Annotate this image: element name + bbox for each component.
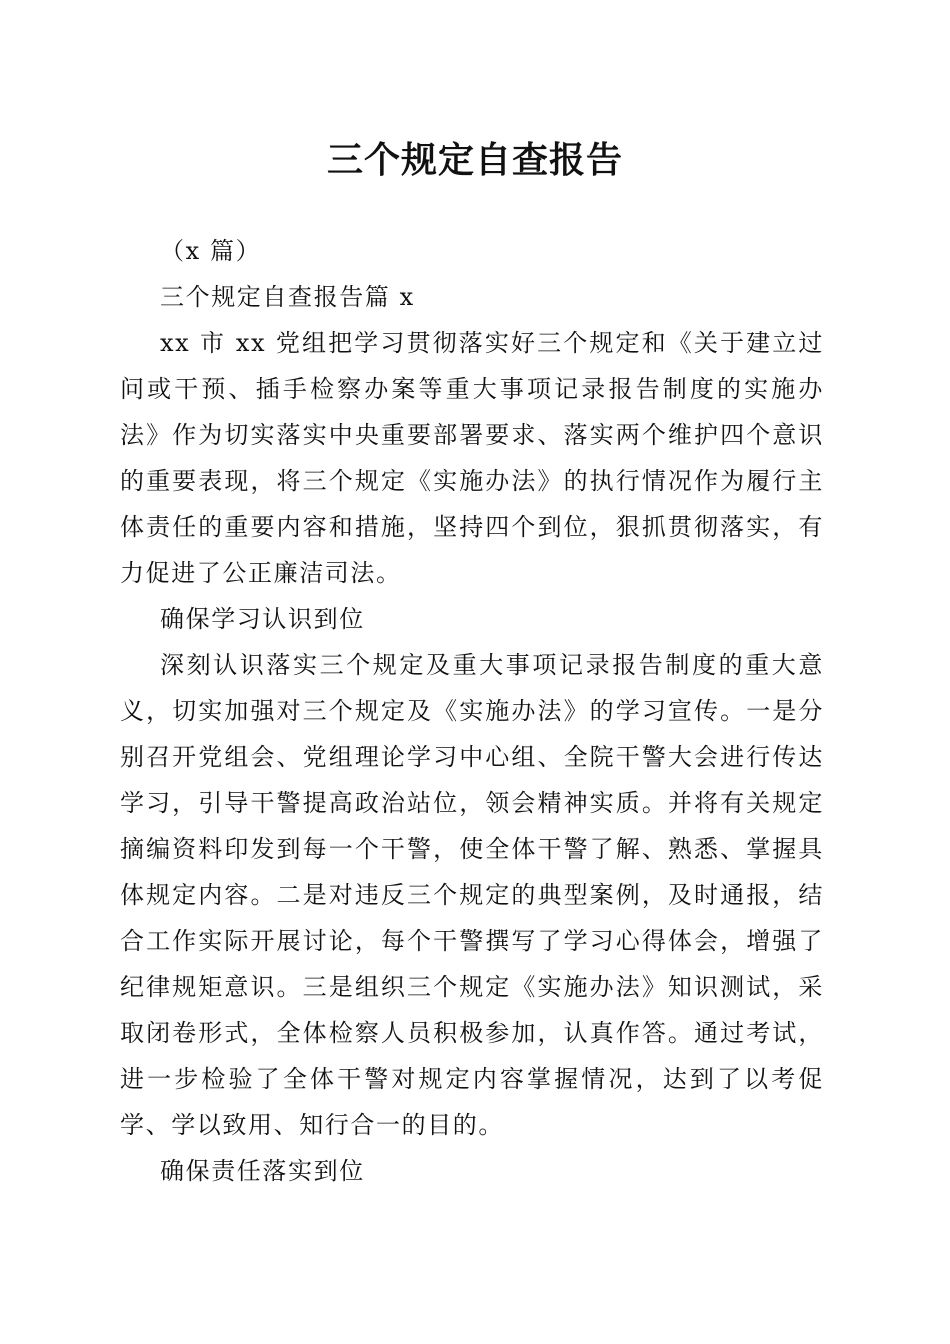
study-paragraph: 深刻认识落实三个规定及重大事项记录报告制度的重大意义，切实加强对三个规定及《实施办法》的学习宣传。一是分别召开党组会、党组理论学习中心组、全院干警大会进行传达学习，引导干警提高政治站位，领会精神实质。并将有关规定摘编资料印发到每一个干警，使全体干警了解、熟悉、掌握具体规定内容。二是对违反三个规定的典型案例，及时通报，结合工作实际开展讨论，每个干警撰写了学习心得体会，增强了纪律规矩意识。三是组织三个规定《实施办法》知识测试，采取闭卷形式，全体检察人员积极参加，认真作答。通过考试，进一步检验了全体干警对规定内容掌握情况，达到了以考促学、学以致用、知行合一的目的。 <box>120 651 824 1139</box>
volume-note: （x 篇） <box>160 237 262 265</box>
document-body <box>120 228 824 1194</box>
intro-paragraph: xx 市 xx 党组把学习贯彻落实好三个规定和《关于建立过问或干预、插手检察办案等重大事项记录报告制度的实施办法》作为切实落实中央重要部署要求、落实两个维护四个意识的重要表现，将三个规定《实施办法》的执行情况作为履行主体责任的重要内容和措施，坚持四个到位，狠抓贯彻落实，有力促进了公正廉洁司法。 <box>120 329 824 587</box>
document-title: 三个规定自查报告 <box>326 139 623 181</box>
section-subtitle: 三个规定自查报告篇 x <box>160 283 415 311</box>
heading-study-awareness: 确保学习认识到位 <box>160 605 365 633</box>
heading-responsibility: 确保责任落实到位 <box>160 1157 365 1185</box>
